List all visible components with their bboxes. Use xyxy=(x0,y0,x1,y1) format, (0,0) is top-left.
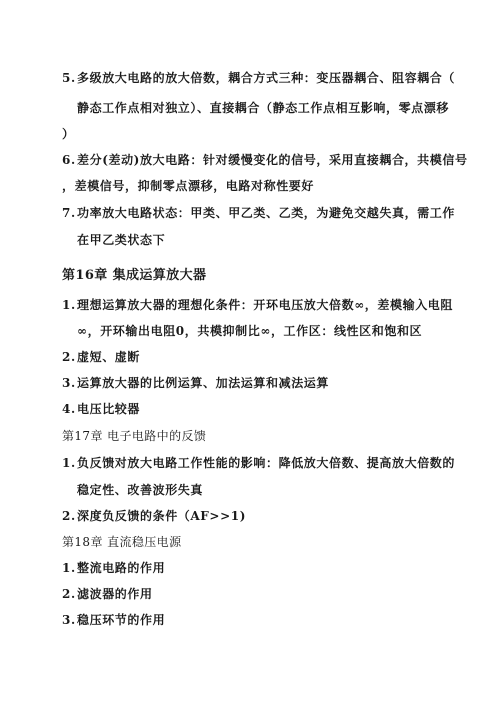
list-item-5-line-1 xyxy=(62,70,455,86)
list-text: 虚短、虚断 xyxy=(77,350,141,364)
ch16-item-1-line-1 xyxy=(62,297,453,313)
list-item-6-line-1 xyxy=(62,152,468,168)
ch17-item-2 xyxy=(62,508,246,524)
ch18-item-2 xyxy=(62,586,153,602)
list-text: 差分(差动)放大电路：针对缓慢变化的信号，采用直接耦合，共模信号 xyxy=(77,153,468,167)
chapter-17-title: 第17章 电子电路中的反馈 xyxy=(62,429,207,443)
list-number: 3. xyxy=(62,376,76,390)
list-text: 多级放大电路的放大倍数，耦合方式三种：变压器耦合、阻容耦合（ xyxy=(77,71,456,85)
ch17-item-1-line-2: 稳定性、改善波形失真 xyxy=(77,483,204,497)
list-item-6-line-2: ，差模信号，抑制零点漂移，电路对称性要好 xyxy=(62,179,315,193)
list-text: 深度负反馈的条件（AF>>1) xyxy=(77,509,246,523)
list-number: 1. xyxy=(62,298,76,312)
list-text: 运算放大器的比例运算、加法运算和减法运算 xyxy=(77,376,330,390)
list-number: 5. xyxy=(62,71,76,85)
list-item-7-line-1 xyxy=(62,205,455,221)
list-text: 电压比较器 xyxy=(77,402,141,416)
ch16-item-4 xyxy=(62,401,140,417)
ch16-item-1-line-2: ∞，开环输出电阻0，共模抑制比∞，工作区：线性区和饱和区 xyxy=(77,324,423,338)
list-text: 整流电路的作用 xyxy=(77,561,166,575)
list-text: 滤波器的作用 xyxy=(77,587,153,601)
list-number: 4. xyxy=(62,402,76,416)
chapter-16-title: 第16章 集成运算放大器 xyxy=(62,268,207,283)
list-number: 2. xyxy=(62,350,76,364)
list-number: 1. xyxy=(62,456,76,470)
list-number: 3. xyxy=(62,613,76,627)
list-item-7-line-2: 在甲乙类状态下 xyxy=(77,233,166,247)
ch16-item-3 xyxy=(62,375,329,391)
list-number: 1. xyxy=(62,561,76,575)
ch18-item-3 xyxy=(62,612,165,628)
list-text: 功率放大电路状态：甲类、甲乙类、乙类，为避免交越失真，需工作 xyxy=(77,206,456,220)
list-number: 2. xyxy=(62,587,76,601)
list-text: 理想运算放大器的理想化条件：开环电压放大倍数∞，差模输入电阻 xyxy=(77,298,453,312)
list-number: 2. xyxy=(62,509,76,523)
list-number: 6. xyxy=(62,153,76,167)
ch18-item-1 xyxy=(62,560,165,576)
ch16-item-2 xyxy=(62,349,140,365)
list-item-5-line-3: ） xyxy=(62,127,75,141)
list-number: 7. xyxy=(62,206,76,220)
list-item-5-line-2: 静态工作点相对独立）、直接耦合（静态工作点相互影响，零点漂移 xyxy=(77,101,450,115)
chapter-18-title: 第18章 直流稳压电源 xyxy=(62,535,182,549)
list-text: 负反馈对放大电路工作性能的影响：降低放大倍数、提高放大倍数的 xyxy=(77,456,456,470)
list-text: 稳压环节的作用 xyxy=(77,613,166,627)
ch17-item-1-line-1 xyxy=(62,455,455,471)
